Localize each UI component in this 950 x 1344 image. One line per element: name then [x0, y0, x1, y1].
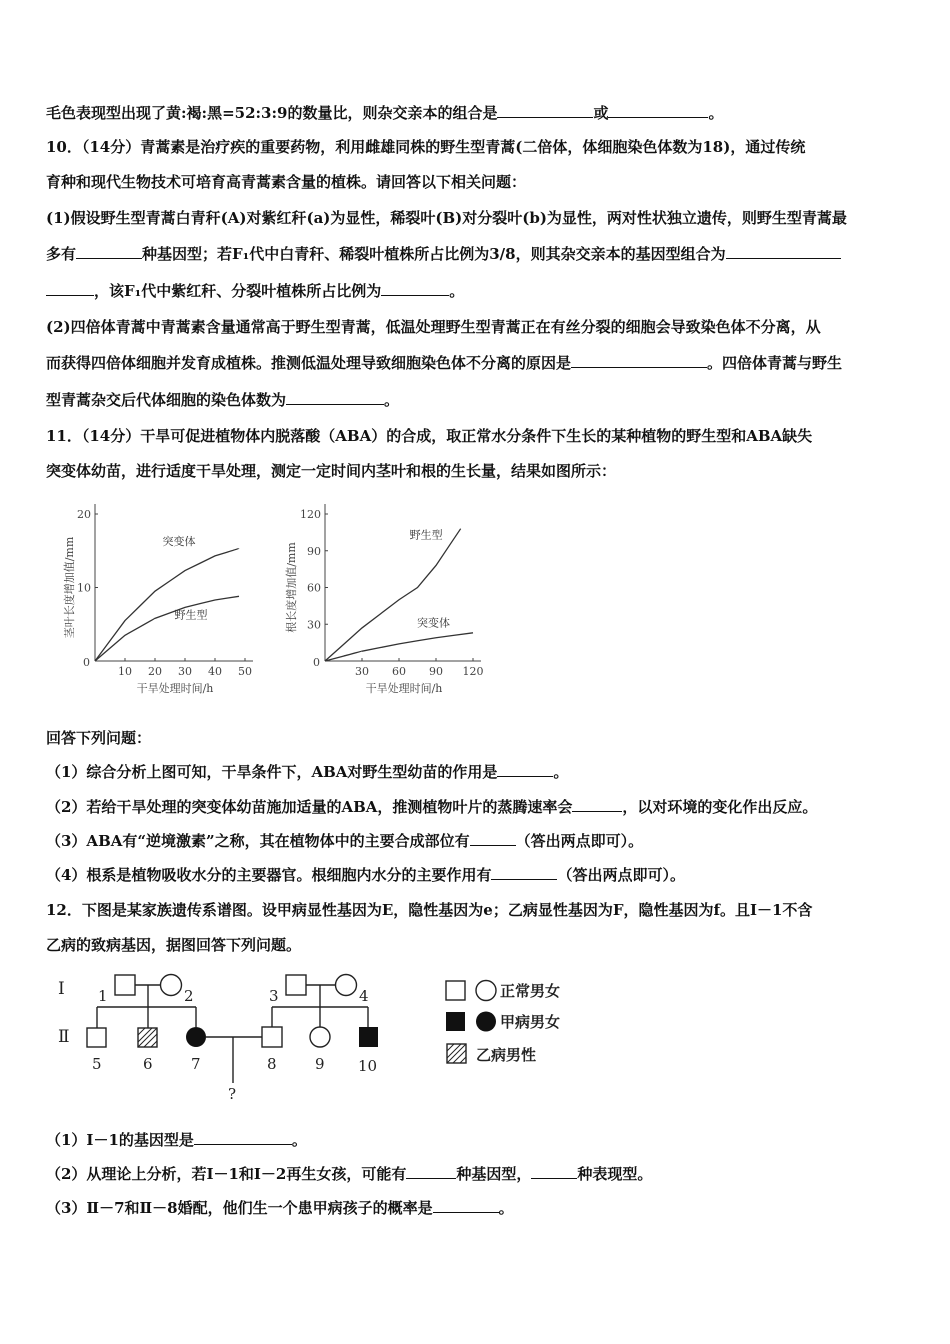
answer-blank[interactable] [433, 1198, 499, 1213]
x-axis-label: 干旱处理时间/h [365, 682, 443, 695]
individual-label: 1 [98, 987, 108, 1005]
legend-disease-a-female [476, 1012, 496, 1032]
individual-label: 8 [267, 1055, 277, 1073]
origin-label: 0 [313, 656, 320, 669]
text-line: 型青蒿杂交后代体细胞的染色体数为 。 [46, 391, 400, 409]
answer-blank[interactable] [726, 244, 841, 259]
answer-blank[interactable] [470, 831, 516, 846]
answer-blank[interactable] [286, 390, 384, 405]
stem-leaf-growth-chart [50, 500, 265, 700]
x-tick-label: 30 [178, 665, 192, 678]
text-line: (1)假设野生型青蒿白青秆(A)对紫红秆(a)为显性，稀裂叶(B)对分裂叶(b)为显性，两对性状独立遗传，则野生型青蒿最 [46, 209, 847, 227]
individual-label: 4 [359, 987, 369, 1005]
legend-normal-female [476, 981, 496, 1001]
text-line: 毛色表现型出现了黄:褐:黑=52:3:9的数量比，则杂交亲本的组合是 或 。 [46, 104, 724, 122]
answer-blank[interactable] [46, 281, 94, 296]
text-line: 乙病的致病基因，据图回答下列问题。 [46, 936, 302, 954]
question-10-line: 10．（14分）青蒿素是治疗疾的重要药物，利用雌雄同株的野生型青蒿(二倍体，体细胞染色体数为18)，通过传统 [46, 138, 806, 156]
answer-blank[interactable] [406, 1164, 456, 1179]
series-line [95, 549, 239, 661]
legend-normal-male [446, 981, 465, 1000]
question-11-line: 11．（14分）干旱可促进植物体内脱落酸（ABA）的合成，取正常水分条件下生长的某种植物的野生型和ABA缺失 [46, 427, 813, 445]
pedigree-chart [50, 965, 610, 1110]
text-line: （1）Ⅰ－1的基因型是 。 [46, 1131, 307, 1149]
text-line: 突变体幼苗，进行适度干旱处理，测定一定时间内茎叶和根的生长量，结果如图所示： [46, 462, 617, 480]
unknown-child-label: ? [228, 1085, 237, 1103]
text-line: （4）根系是植物吸收水分的主要器官。根细胞内水分的主要作用有 （答出两点即可）。 [46, 866, 685, 884]
individual-label: 2 [184, 987, 194, 1005]
text-line: 而获得四倍体细胞并发育成植株。推测低温处理导致细胞染色体不分离的原因是 。四倍体青蒿与野生 [46, 354, 843, 372]
text-line: （1）综合分析上图可知，干旱条件下，ABA对野生型幼苗的作用是 。 [46, 763, 569, 781]
legend-label: 甲病男女 [500, 1013, 561, 1031]
pedigree-male-normal [262, 1027, 282, 1047]
individual-label: 3 [269, 987, 279, 1005]
pedigree-male-normal [87, 1028, 106, 1047]
series-line [95, 596, 239, 661]
generation-label: Ⅰ [58, 979, 65, 999]
answer-blank[interactable] [608, 103, 708, 118]
series-label: 突变体 [162, 534, 196, 548]
question-12-line: 12．下图是某家族遗传系谱图。设甲病显性基因为E，隐性基因为e；乙病显性基因为F，隐性基因为f。且Ⅰ－1不含 [46, 901, 813, 919]
text-line: （3）ABA有“逆境激素”之称，其在植物体中的主要合成部位有 （答出两点即可）。 [46, 832, 644, 850]
x-tick-label: 10 [118, 665, 132, 678]
individual-label: 7 [191, 1055, 201, 1073]
pedigree-female-normal [310, 1027, 330, 1047]
answer-blank[interactable] [76, 244, 142, 259]
y-tick-label: 60 [307, 581, 321, 595]
series-line [325, 529, 461, 661]
x-axis-label: 干旱处理时间/h [136, 682, 214, 695]
text-line: （3）Ⅱ－7和Ⅱ－8婚配，他们生一个患甲病孩子的概率是 。 [46, 1199, 514, 1217]
origin-label: 0 [83, 656, 90, 669]
y-tick-label: 10 [77, 581, 91, 595]
root-growth-chart [280, 500, 500, 700]
answer-blank[interactable] [381, 281, 449, 296]
x-tick-label: 40 [208, 665, 222, 678]
x-tick-label: 50 [238, 665, 252, 678]
text-line: ，该F₁代中紫红秆、分裂叶植株所占比例为 。 [46, 281, 464, 301]
y-axis-label: 根长度增加值/mm [285, 542, 298, 633]
answer-blank[interactable] [497, 103, 593, 118]
legend-label: 正常男女 [500, 982, 561, 1000]
y-tick-label: 20 [77, 508, 91, 521]
y-tick-label: 120 [300, 508, 321, 521]
answer-blank[interactable] [572, 797, 622, 812]
series-label: 突变体 [417, 616, 451, 630]
series-line [325, 633, 473, 661]
y-tick-label: 30 [307, 618, 321, 632]
individual-label: 6 [143, 1055, 153, 1073]
pedigree-female-disease-a [186, 1027, 206, 1047]
series-label: 野生型 [174, 608, 208, 622]
generation-label: Ⅱ [58, 1027, 70, 1047]
x-tick-label: 30 [355, 665, 369, 678]
pedigree-male-normal [286, 975, 306, 995]
pedigree-male-normal [115, 975, 135, 995]
individual-label: 10 [358, 1057, 378, 1075]
text-line: 多有 种基因型；若F₁代中白青秆、稀裂叶植株所占比例为3/8，则其杂交亲本的基因型组合为 [46, 244, 841, 264]
text-line: 育种和现代生物技术可培育高青蒿素含量的植株。请回答以下相关问题： [46, 173, 527, 191]
legend-disease-a-male [446, 1012, 465, 1031]
x-tick-label: 120 [462, 665, 484, 678]
text-line: （2）从理论上分析，若Ⅰ－1和Ⅰ－2再生女孩，可能有 种基因型， 种表现型。 [46, 1165, 653, 1183]
x-tick-label: 90 [429, 665, 443, 678]
individual-label: 9 [315, 1055, 325, 1073]
y-axis-label: 茎叶长度增加值/mm [63, 536, 76, 639]
pedigree-female-normal [336, 975, 357, 996]
text-line: (2)四倍体青蒿中青蒿素含量通常高于野生型青蒿，低温处理野生型青蒿正在有丝分裂的细胞会导致染色体不分离，从 [46, 318, 821, 336]
individual-label: 5 [92, 1055, 102, 1073]
y-tick-label: 90 [307, 544, 321, 558]
answer-blank[interactable] [194, 1130, 292, 1145]
series-label: 野生型 [409, 528, 443, 542]
legend-label: 乙病男性 [476, 1046, 537, 1064]
answer-blank[interactable] [497, 762, 553, 777]
text-line: （2）若给干旱处理的突变体幼苗施加适量的ABA，推测植物叶片的蒸腾速率会 ，以对环境的变化作出反应。 [46, 798, 818, 816]
answer-blank[interactable] [531, 1164, 577, 1179]
text-line: 回答下列问题： [46, 729, 152, 747]
answer-blank[interactable] [491, 865, 557, 880]
pedigree-female-normal [161, 975, 182, 996]
x-tick-label: 60 [392, 665, 406, 678]
answer-blank[interactable] [571, 353, 707, 368]
x-tick-label: 20 [148, 665, 162, 678]
pedigree-male-disease-a [359, 1027, 378, 1047]
